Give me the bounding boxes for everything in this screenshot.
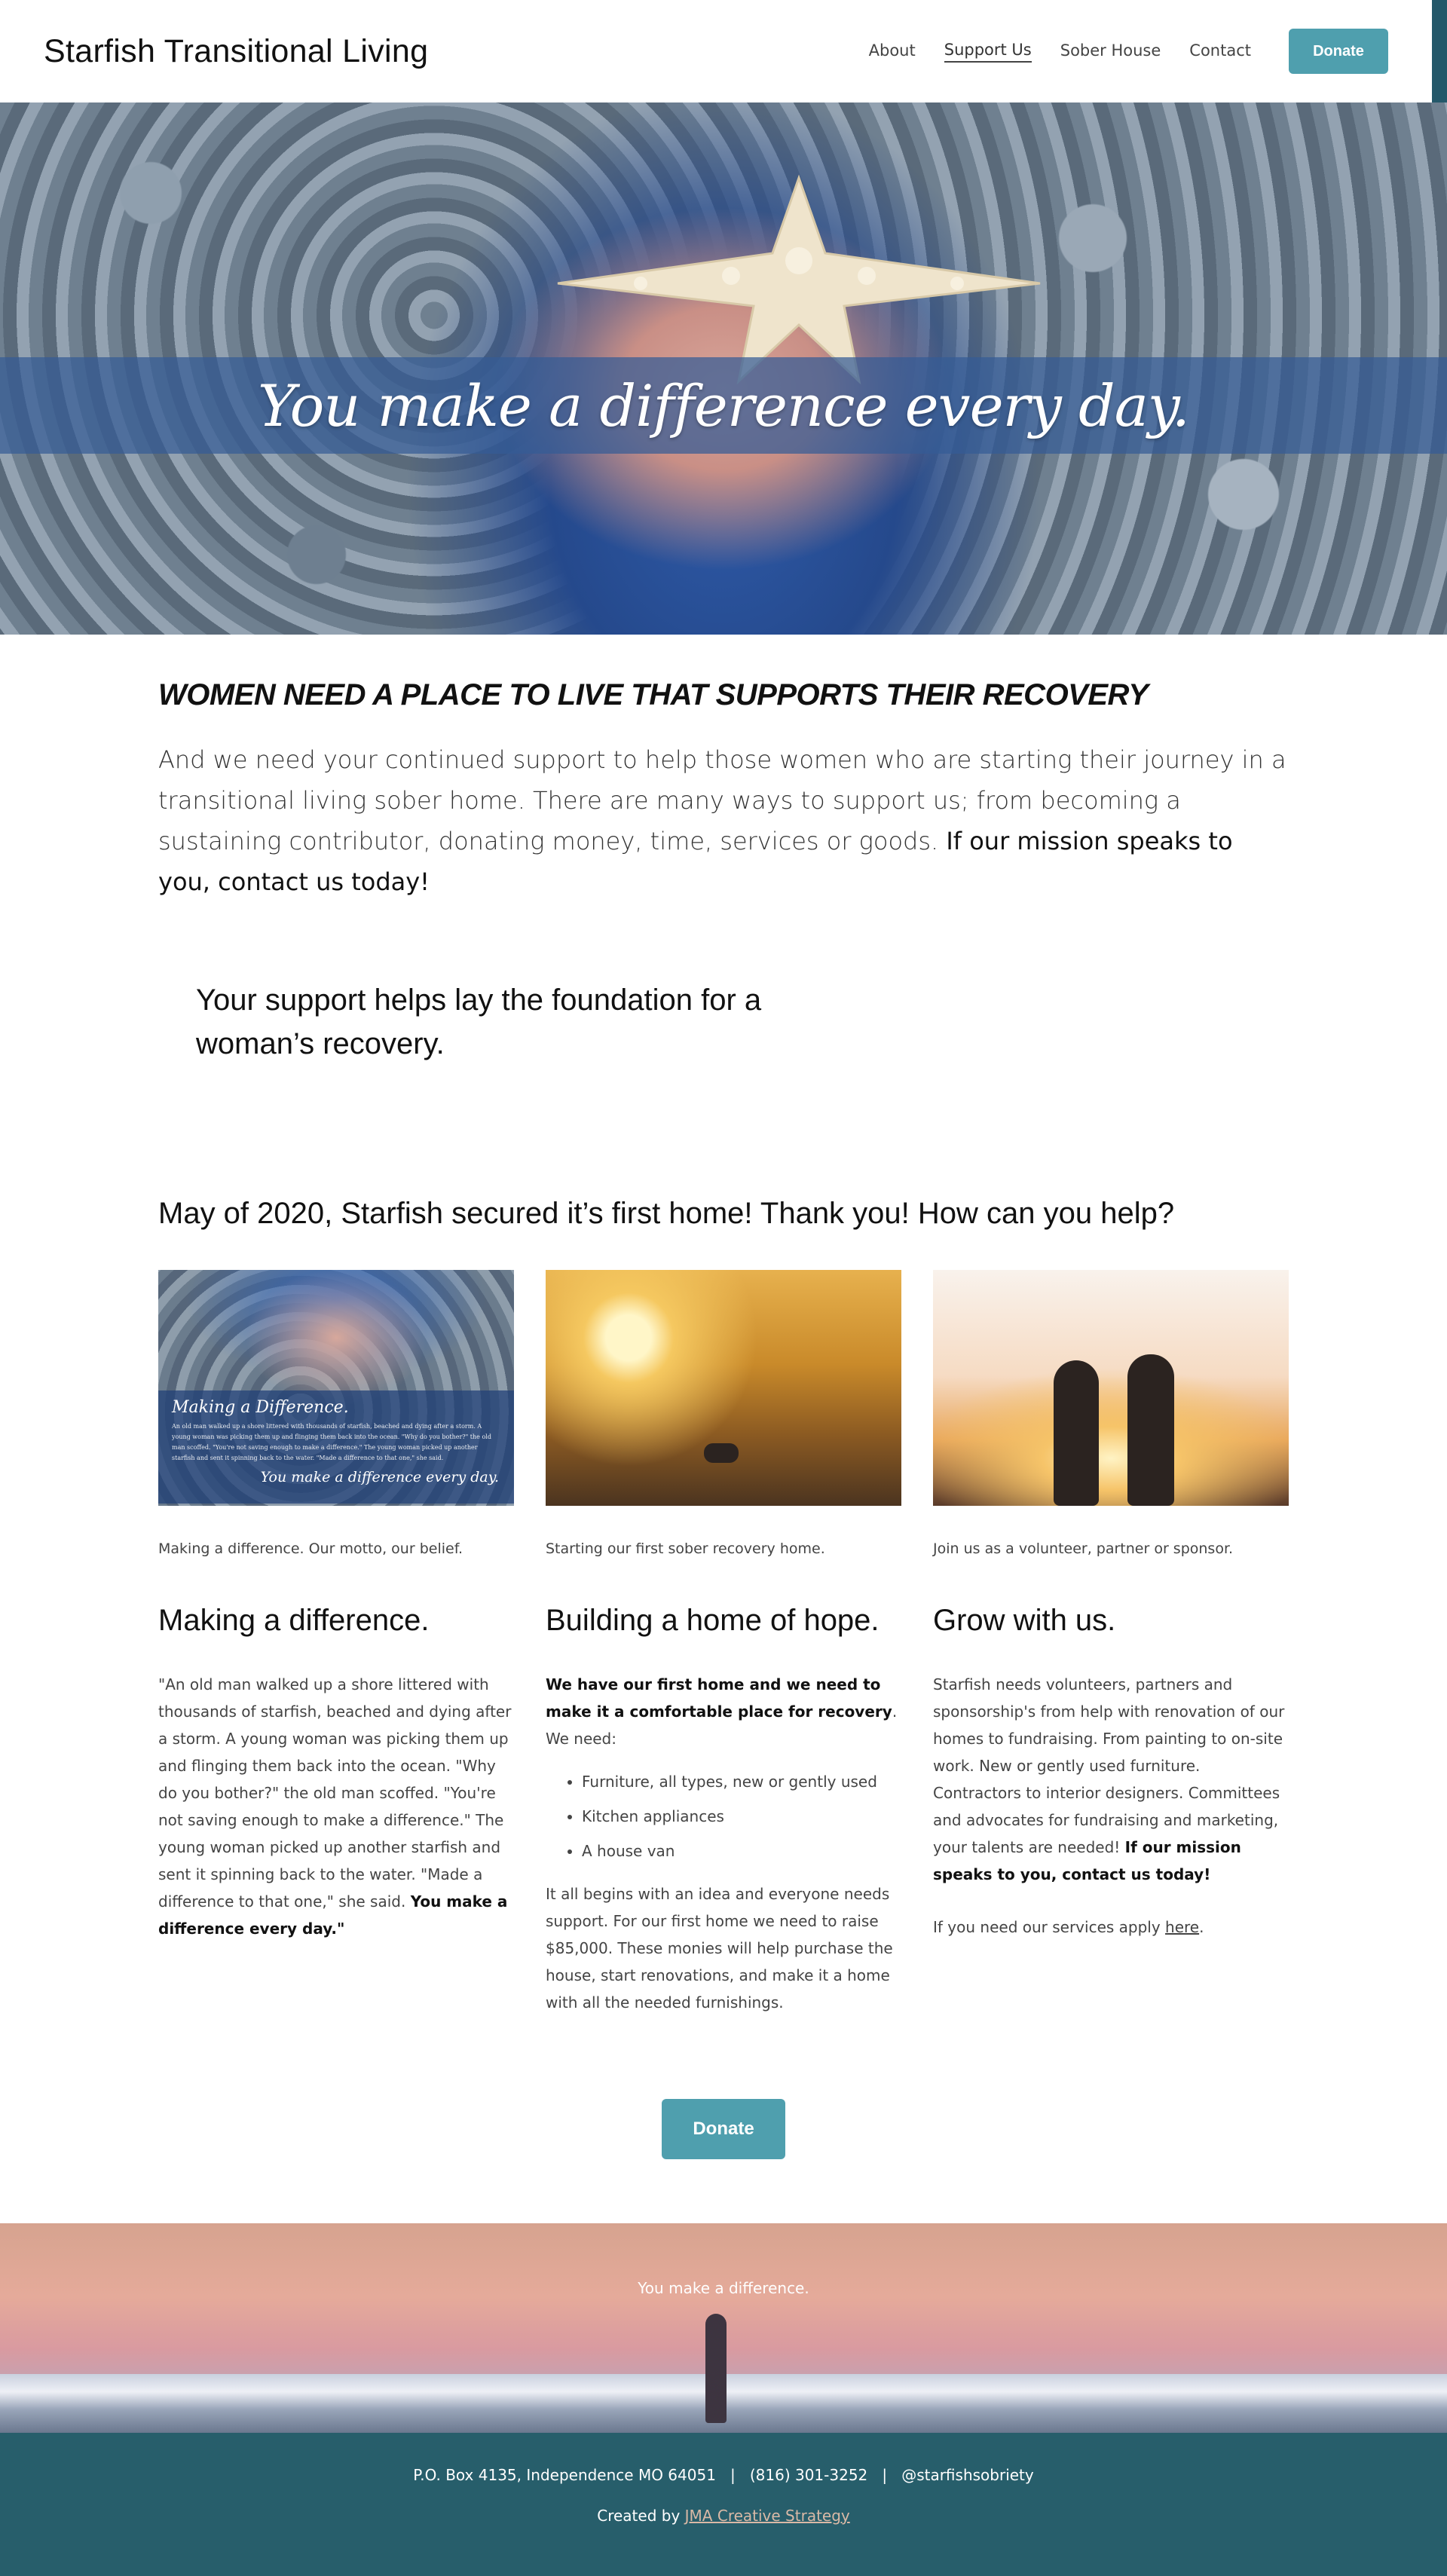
beach-banner-text: You make a difference. [638, 2279, 809, 2297]
nav-about[interactable]: About [868, 41, 916, 60]
list-item: • Kitchen appliances [582, 1799, 901, 1834]
story-text-bold: You make a difference every day." [158, 1892, 508, 1938]
story-text: "An old man walked up a shore littered with thousands of starfish, beached and dying after a storm. A young woman was picking them up and flinging them back into the ocean. "Why do you bother?" the old man scoffed. "You're not saving enough to make a difference." The young woman picked up another starfish and sent it spinning back to the water. "Made a difference to that one," she said. [158, 1675, 512, 1911]
column-body [158, 1671, 514, 1942]
site-footer [0, 2433, 1447, 2576]
volunteer-text: Starfish needs volunteers, partners and sponsorship's from help with renovation of our homes to fundraising. From painting to on-site work. New or gently used furniture. Contractors to interior designers. Committees and advocates for fundraising and marketing, your talents are needed! [933, 1675, 1285, 1856]
footer-social[interactable]: @starfishsobriety [901, 2466, 1034, 2484]
list-item: • A house van [582, 1834, 901, 1868]
main-nav [869, 41, 1251, 63]
column-body [546, 1671, 901, 2016]
nav-contact[interactable]: Contact [1189, 41, 1251, 60]
hero-banner [0, 102, 1447, 635]
column-caption: Join us as a volunteer, partner or sponsor. [933, 1540, 1234, 1557]
hero-tagline: You make a difference every day. [258, 372, 1189, 439]
footer-phone[interactable]: (816) 301-3252 [749, 2466, 868, 2484]
support-quote: Your support helps lay the foundation for a woman’s recovery. [196, 984, 762, 1060]
intro-body-bold: If our mission speaks to you, contact us today! [158, 827, 1233, 896]
column-heading: Making a difference. [158, 1604, 430, 1637]
starfish-illustration [543, 163, 1055, 389]
section-title: May of 2020, Starfish secured it’s first home! Thank you! How can you help? [158, 1197, 1175, 1230]
column-caption: Starting our first sober recovery home. [546, 1540, 825, 1557]
story-overlay-title: Making a Difference. [172, 1398, 349, 1417]
scrollbar-strip [1432, 0, 1447, 102]
footer-contact [0, 2466, 1447, 2484]
apply-here-link[interactable]: here [1165, 1918, 1200, 1936]
nav-support-us[interactable]: Support Us [944, 41, 1032, 63]
apply-text: If you need our services apply [933, 1918, 1166, 1936]
hero-tagline-band [0, 357, 1447, 454]
footer-separator: | [882, 2466, 888, 2484]
column-heading: Grow with us. [933, 1604, 1116, 1637]
column-home-of-hope [546, 1270, 901, 2016]
credit-link[interactable]: JMA Creative Strategy [684, 2507, 850, 2525]
footer-credit [0, 2507, 1447, 2525]
story-overlay-tagline: You make a difference every day. [260, 1469, 499, 1485]
site-title[interactable]: Starfish Transitional Living [44, 32, 429, 69]
street-photo [546, 1270, 901, 1506]
intro-section [158, 678, 1289, 902]
needs-bold: We have our first home and we need to make it a comfortable place for recovery [546, 1675, 892, 1721]
apply-line [933, 1914, 1289, 1941]
nav-sober-house[interactable]: Sober House [1060, 41, 1161, 60]
apply-end: . [1199, 1918, 1204, 1936]
column-grow-with-us [933, 1270, 1289, 1941]
intro-paragraph [158, 739, 1289, 902]
donate-button[interactable]: Donate [662, 2099, 785, 2159]
beach-banner [0, 2223, 1447, 2433]
column-caption: Making a difference. Our motto, our belief. [158, 1540, 463, 1557]
figure-silhouette [705, 2314, 727, 2423]
footer-address: P.O. Box 4135, Independence MO 64051 [413, 2466, 716, 2484]
person-silhouette [1054, 1360, 1099, 1506]
column-body [933, 1671, 1289, 1941]
list-item: • Furniture, all types, new or gently used [582, 1764, 901, 1799]
footer-separator: | [730, 2466, 736, 2484]
person-silhouette [1127, 1354, 1174, 1506]
credit-prefix: Created by [597, 2507, 685, 2525]
header-donate-button[interactable]: Donate [1289, 29, 1388, 74]
story-overlay-body: An old man walked up a shore littered with thousands of starfish, beached and dying after a storm. A young woman was picking them up and flinging them back into the ocean. "Why do you bother?" the old man scoffed. "You're not saving enough to make a difference." The young woman picked up another starfish and sent it spinning back to the water. "Made a difference to that one," she said. [172, 1423, 491, 1461]
intro-heading: WOMEN NEED A PLACE TO LIVE THAT SUPPORTS THEIR RECOVERY [158, 678, 1149, 711]
intro-body: And we need your continued support to help those women who are starting their journey in a transitional living sober home. There are many ways to support us; from becoming a sustaining contributor, donating money, time, services or goods. [158, 745, 1286, 855]
column-making-difference [158, 1270, 514, 1942]
story-overlay [158, 1390, 514, 1504]
dog-silhouette [704, 1443, 739, 1463]
starfish-story-image [158, 1270, 514, 1506]
needs-text: . We need: [546, 1703, 898, 1748]
site-header [0, 0, 1432, 102]
fundraising-text: It all begins with an idea and everyone needs support. For our first home we need to raise $85,000. These monies will help purchase the house, start renovations, and make it a home with all the needed furnishings. [546, 1885, 893, 2012]
sunset-celebration-photo [933, 1270, 1289, 1506]
volunteer-text-bold: If our mission speaks to you, contact us today! [933, 1838, 1241, 1883]
column-heading: Building a home of hope. [546, 1604, 880, 1637]
needs-list [582, 1764, 901, 1868]
